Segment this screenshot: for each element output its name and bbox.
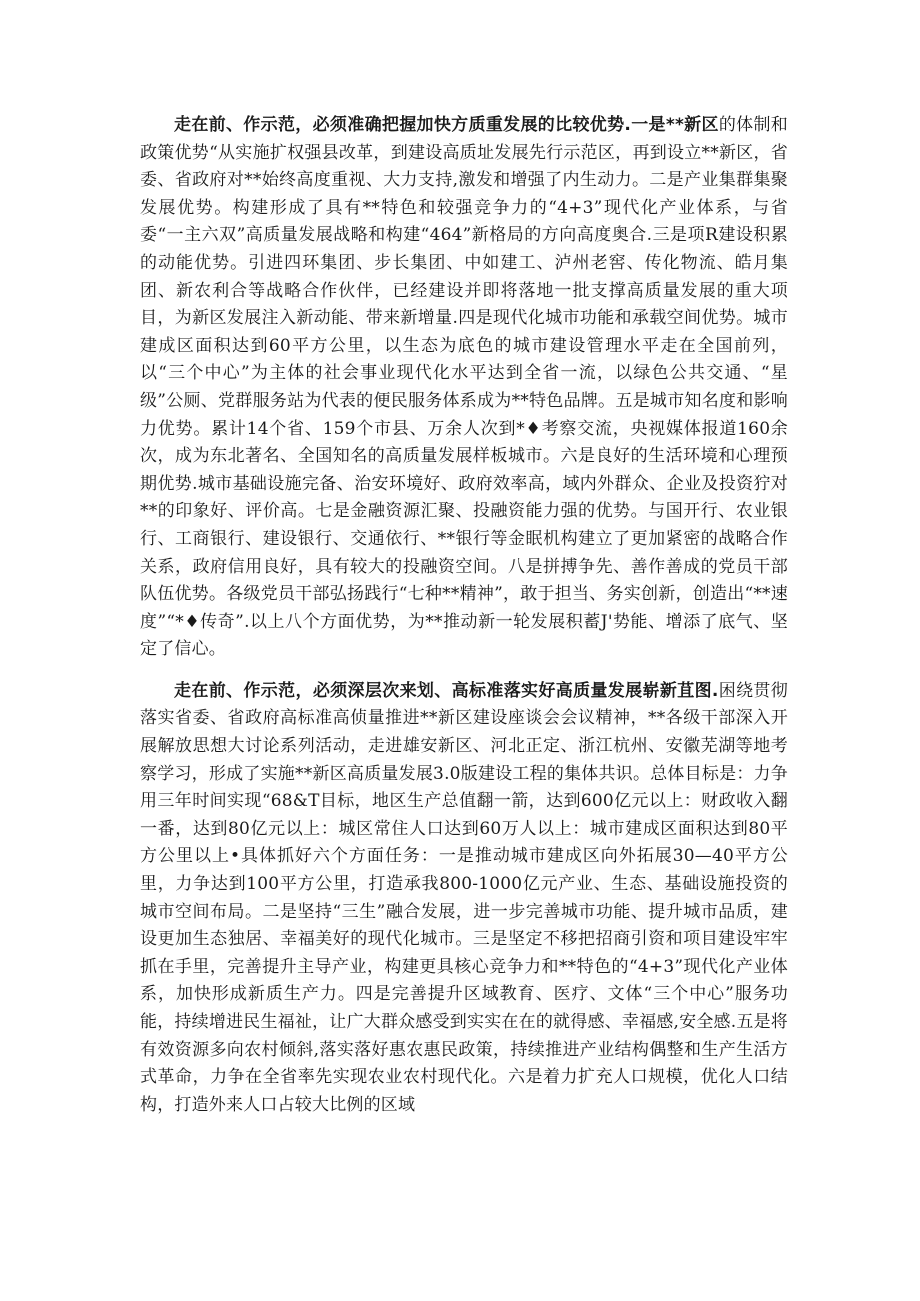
document-body [140,112,788,1119]
paragraph-heading: 走在前、作示范，必须深层次来划、高标准落实好高质量发展崭新苴图. [174,680,719,701]
paragraph-text: 困绕贯彻落实省委、省政府高标准高侦量推进**新区建设座谈会会议精神，**各级干部深入开展解放思想大讨论系列活动，走进雄安新区、河北正定、浙江杭州、安徽芜湖等地考察学习，形成了实施**新区高质量发展3.0版建设工程的集体共识。总体目标是：力争用三年时间实现“68&T目标，地区生产总值翻一箭，达到600亿元以上：财政收入翻一番，达到80亿元以上：城区常住人口达到60万人以上：城市建成区面积达到80平方公里以上•具体抓好六个方面任务：一是推动城市建成区向外拓展30—40平方公里，力争达到100平方公里，打造承我800-1000亿元产业、生态、基础设施投资的城市空间布局。二是坚持“三生”融合发展，进一步完善城市功能、提升城市品质，建设更加生态独居、幸福美好的现代化城市。三是坚定不移把招商引资和项目建设牢牢抓在手里，完善提升主导产业，构建更具核心竞争力和**特色的“4+3”现代化产业体系，加快形成新质生产力。四是完善提升区域教育、医疗、文体“三个中心”服务功能，持续增进民生福祉，让广大群众感受到实实在在的就得感、幸福感,安全感.五是将有效资源多向农村倾斜,落实落好惠农惠民政策，持续推进产业结构偶整和生产生活方式革命，力争在全省率先实现农业农村现代化。六是着力扩充人口规模，优化人口结构，打造外来人口占较大比例的区域 [140,680,788,1115]
paragraph-development-blueprint [140,678,788,1120]
paragraph-text: 的体制和政策优势“从实施扩权强县改革，到建设高质址发展先行示范区，再到设立**新区，省委、省政府对**始终高度重视、大力支持,激发和增强了内生动力。二是产业集群集聚发展优势。构建形成了具有**特色和较强竞争力的“4+3”现代化产业体系，与省委“一主六双”高质量发展战略和构建“464”新格局的方向高度奥合.三是项R建设积累的动能优势。引进四环集团、步长集团、中如建工、泸州老窖、传化物流、皓月集团、新农利合等战略合作伙伴，已经建设并即将落地一批支撑高质量发展的重大项目，为新区发展注入新动能、带来新增量.四是现代化城市功能和承载空间优势。城市建成区面积达到60平方公里，以生态为底色的城市建设管理水平走在全国前列，以“三个中心”为主体的社会事业现代化水平达到全省一流，以绿色公共交通、“星级”公厕、党群服务站为代表的便民服务体系成为**特色品牌。五是城市知名度和影响力优势。累计14个省、159个市县、万余人次到*♦考察交流，央视媒体报道160余次，成为东北著名、全国知名的高质量发展样板城市。六是良好的生活环境和心理预期优势.城市基础设施完备、治安环境好、政府效率高，域内外群众、企业及投资狞对**的印象好、评价高。七是金融资源汇聚、投融资能力强的优势。与国开行、农业银行、工商银行、建设银行、交通依行、**银行等金眠机构建立了更加紧密的战略合作关系，政府信用良好，具有较大的投融资空间。八是拼搏争先、善作善成的党员干部队伍优势。各级党员干部弘扬践行“七种**精神”，敢于担当、务实创新，创造出“**速度”“*♦传奇”.以上八个方面优势，为**推动新一轮发展积蓄J'势能、增添了底气、坚定了信心。 [140,115,788,660]
paragraph-heading: 走在前、作示范，必须准确把握加快方质重发展的比较优势.一是**新区 [174,115,719,135]
paragraph-comparative-advantages [140,112,788,664]
